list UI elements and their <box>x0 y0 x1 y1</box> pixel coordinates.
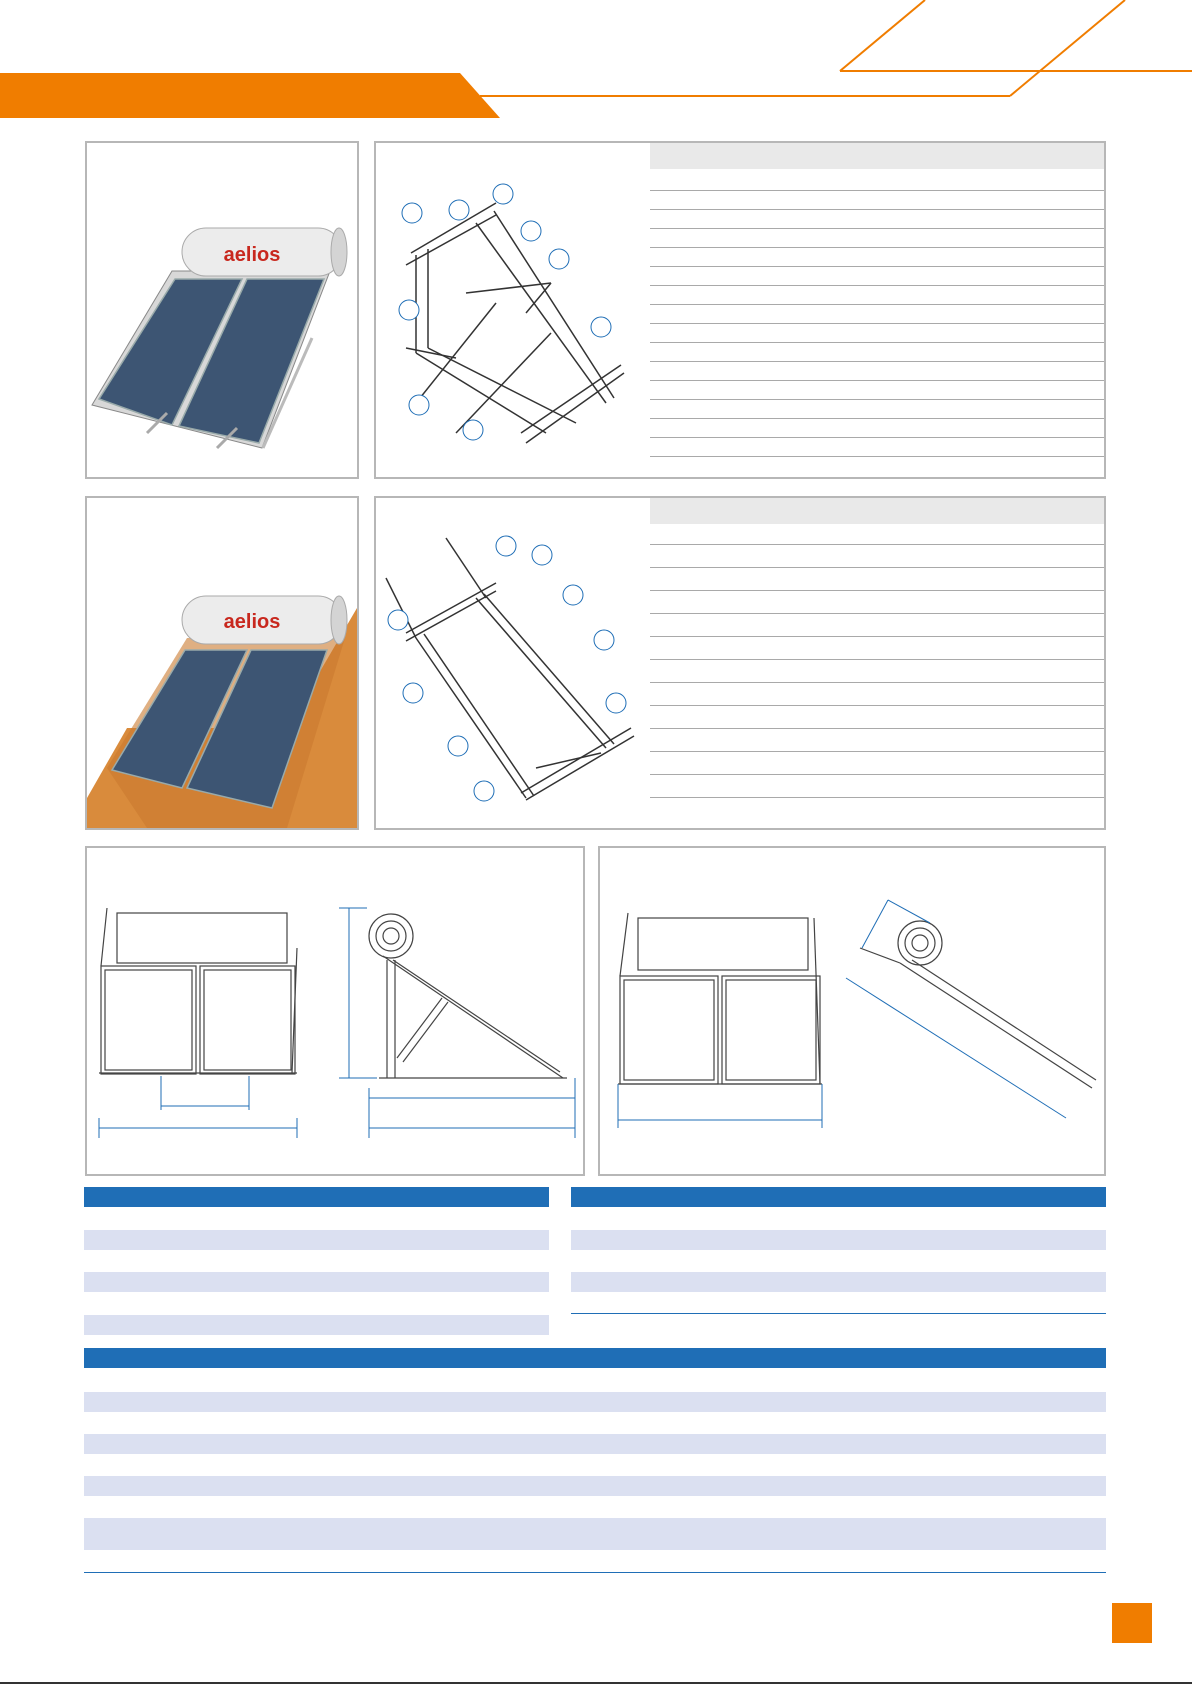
full-table-bottom-rule <box>84 1572 1106 1573</box>
spec-row-divider <box>650 659 1104 660</box>
left-table-band-row <box>84 1315 549 1335</box>
spec-row-divider <box>650 456 1104 457</box>
spec-row-divider <box>650 590 1104 591</box>
spec-row-divider <box>650 636 1104 637</box>
spec-row-divider <box>650 682 1104 683</box>
spec-row-divider <box>650 544 1104 545</box>
right-table-bottom-rule <box>571 1313 1106 1314</box>
spec-row-divider <box>650 567 1104 568</box>
spec-row-divider <box>650 751 1104 752</box>
left-table-band-row <box>84 1230 549 1250</box>
dimension-drawing-panel-flat <box>85 846 585 1176</box>
spec-row-divider <box>650 228 1104 229</box>
spec-row-divider <box>650 613 1104 614</box>
brand-logo: aelios <box>223 244 281 266</box>
flat-roof-dimension-drawing <box>87 848 583 1174</box>
full-table-band-row <box>84 1434 1106 1454</box>
full-table-band-row <box>84 1518 1106 1550</box>
flat-roof-spec-table-header <box>650 143 1104 169</box>
tiled-roof-frame-diagram <box>376 498 646 828</box>
brand-logo: aelios <box>223 611 281 633</box>
spec-row-divider <box>650 361 1104 362</box>
spec-row-divider <box>650 304 1104 305</box>
full-table-band-row <box>84 1476 1106 1496</box>
spec-row-divider <box>650 399 1104 400</box>
left-table-band-row <box>84 1272 549 1292</box>
right-table-header <box>571 1187 1106 1207</box>
spec-row-divider <box>650 266 1104 267</box>
header-banner <box>0 0 1192 120</box>
spec-row-divider <box>650 209 1104 210</box>
page-bottom-rule <box>0 1682 1192 1684</box>
spec-row-divider <box>650 380 1104 381</box>
spec-row-divider <box>650 190 1104 191</box>
mounting-diagram-panel-flat <box>374 141 1106 479</box>
spec-row-divider <box>650 437 1104 438</box>
flat-roof-frame-diagram <box>376 143 646 477</box>
page-number-badge <box>1112 1603 1152 1643</box>
right-table-band-row <box>571 1272 1106 1292</box>
solar-heater-tiled-roof-image <box>87 498 357 828</box>
left-table-header <box>84 1187 549 1207</box>
solar-heater-flat-roof-image <box>87 143 357 477</box>
dimension-drawing-panel-tiled <box>598 846 1106 1176</box>
spec-row-divider <box>650 728 1104 729</box>
spec-row-divider <box>650 774 1104 775</box>
mounting-diagram-panel-tiled <box>374 496 1106 830</box>
spec-row-divider <box>650 797 1104 798</box>
product-image-panel-flat <box>85 141 359 479</box>
spec-row-divider <box>650 342 1104 343</box>
right-table-band-row <box>571 1230 1106 1250</box>
tiled-roof-dimension-drawing <box>600 848 1104 1174</box>
spec-row-divider <box>650 323 1104 324</box>
tiled-roof-spec-table-header <box>650 498 1104 524</box>
full-table-band-row <box>84 1392 1106 1412</box>
full-table-header <box>84 1348 1106 1368</box>
spec-row-divider <box>650 705 1104 706</box>
spec-row-divider <box>650 285 1104 286</box>
product-image-panel-tiled <box>85 496 359 830</box>
spec-row-divider <box>650 247 1104 248</box>
spec-row-divider <box>650 418 1104 419</box>
